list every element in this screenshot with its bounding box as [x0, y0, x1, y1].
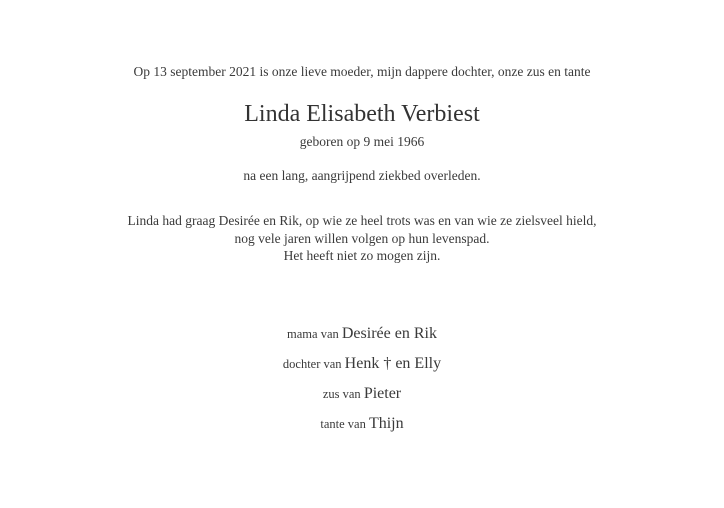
relation-sister	[0, 385, 724, 403]
relation-names: Thijn	[368, 415, 404, 432]
relation-prefix: zus van	[322, 387, 361, 401]
relation-prefix: dochter van	[282, 357, 342, 371]
closing-paragraph	[0, 212, 724, 265]
relation-daughter	[0, 355, 724, 373]
deceased-name: Linda Elisabeth Verbiest	[244, 101, 480, 127]
birth-date: geboren op 9 mei 1966	[299, 134, 425, 149]
relation-prefix: tante van	[320, 417, 366, 431]
relation-aunt	[0, 415, 724, 433]
paragraph-line: Linda had graag Desirée en Rik, op wie ze heel trots was en van wie ze zielsveel hield,	[127, 213, 597, 228]
relation-names: Desirée en Rik	[341, 325, 437, 342]
relation-prefix: mama van	[287, 327, 339, 341]
relation-names: Pieter	[363, 385, 402, 402]
intro-text: Op 13 september 2021 is onze lieve moeder, mijn dappere dochter, onze zus en tante	[133, 64, 591, 79]
paragraph-line: Het heeft niet zo mogen zijn.	[283, 248, 441, 263]
passing-text: na een lang, aangrijpend ziekbed overleden.	[243, 168, 481, 183]
relation-names: Henk † en Elly	[344, 355, 442, 372]
relation-mother	[0, 325, 724, 343]
paragraph-line: nog vele jaren willen volgen op hun levenspad.	[234, 230, 490, 246]
